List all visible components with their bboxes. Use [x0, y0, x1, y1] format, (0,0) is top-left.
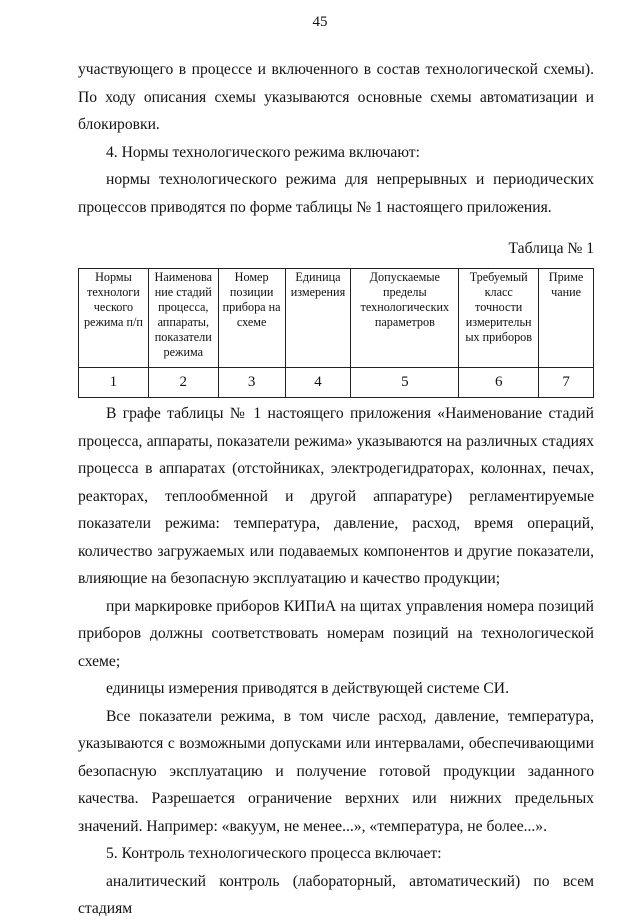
- paragraph: В графе таблицы № 1 настоящего приложения «Наименование стадий процесса, аппараты, показатели режима» указываются на различных стадиях процесса в аппаратах (отстойниках, электродегидраторах, колоннах, печах, реакторах, теплообменной и другой аппаратуре) регламентируемые показатели режима: температура, давление, расход, время операций, количество загружаемых или подаваемых компонентов и другие показатели, влияющие на безопасную эксплуатацию и качество продукции;: [78, 405, 594, 587]
- table-header-row: [79, 269, 594, 368]
- table-header-cell: Номер позиции прибора на схеме: [218, 269, 285, 368]
- table-cell: 4: [285, 368, 351, 398]
- norms-table: [78, 268, 594, 398]
- section-heading-4: 4. Нормы технологического режима включают:: [106, 143, 420, 161]
- paragraph: участвующего в процессе и включенного в состав технологической схемы). По ходу описания схемы указываются основные схемы автоматизации и блокировки.: [78, 61, 594, 133]
- table-cell: 6: [459, 368, 539, 398]
- section-heading-5: 5. Контроль технологического процесса включает:: [106, 845, 442, 862]
- top-text-block: [78, 56, 594, 221]
- table-header-cell: Допускаемые пределы технологических параметров: [351, 269, 459, 368]
- table-cell: 3: [218, 368, 285, 398]
- table-header-cell: Наименова ние стадий процесса, аппараты, показатели режима: [148, 269, 218, 368]
- page-number: 45: [312, 14, 328, 30]
- bottom-text-block: [78, 400, 594, 923]
- paragraph: единицы измерения приводятся в действующей системе СИ.: [106, 680, 509, 697]
- paragraph: аналитический контроль (лабораторный, автоматический) по всем стадиям: [78, 872, 594, 917]
- paragraph: при маркировке приборов КИПиА на щитах управления номера позиций приборов должны соответствовать номерам позиций на технологической схеме;: [78, 597, 594, 670]
- table-number-row: [79, 368, 594, 398]
- table-cell: 7: [539, 368, 594, 398]
- paragraph: Все показатели режима, в том числе расход, давление, температура, указываются с возможными допусками или интервалами, обеспечивающими безопасную эксплуатацию и получение готовой продукции заданного качества. Разрешается ограничение верхних или нижних предельных значений. Например: «вакуум, не менее...», «температура, не более...».: [78, 707, 594, 835]
- table-header-cell: Приме чание: [539, 269, 594, 368]
- table-caption: Таблица № 1: [508, 240, 594, 257]
- table-cell: 2: [148, 368, 218, 398]
- table-cell: 1: [79, 368, 149, 398]
- paragraph: нормы технологического режима для непрерывных и периодических процессов приводятся по форме таблицы № 1 настоящего приложения.: [78, 171, 594, 216]
- table-header-cell: Требуемый класс точности измерительн ых приборов: [459, 269, 539, 368]
- table-cell: 5: [351, 368, 459, 398]
- table-header-cell: Единица измерения: [285, 269, 351, 368]
- table-header-cell: Нормы технологи ческого режима п/п: [79, 269, 149, 368]
